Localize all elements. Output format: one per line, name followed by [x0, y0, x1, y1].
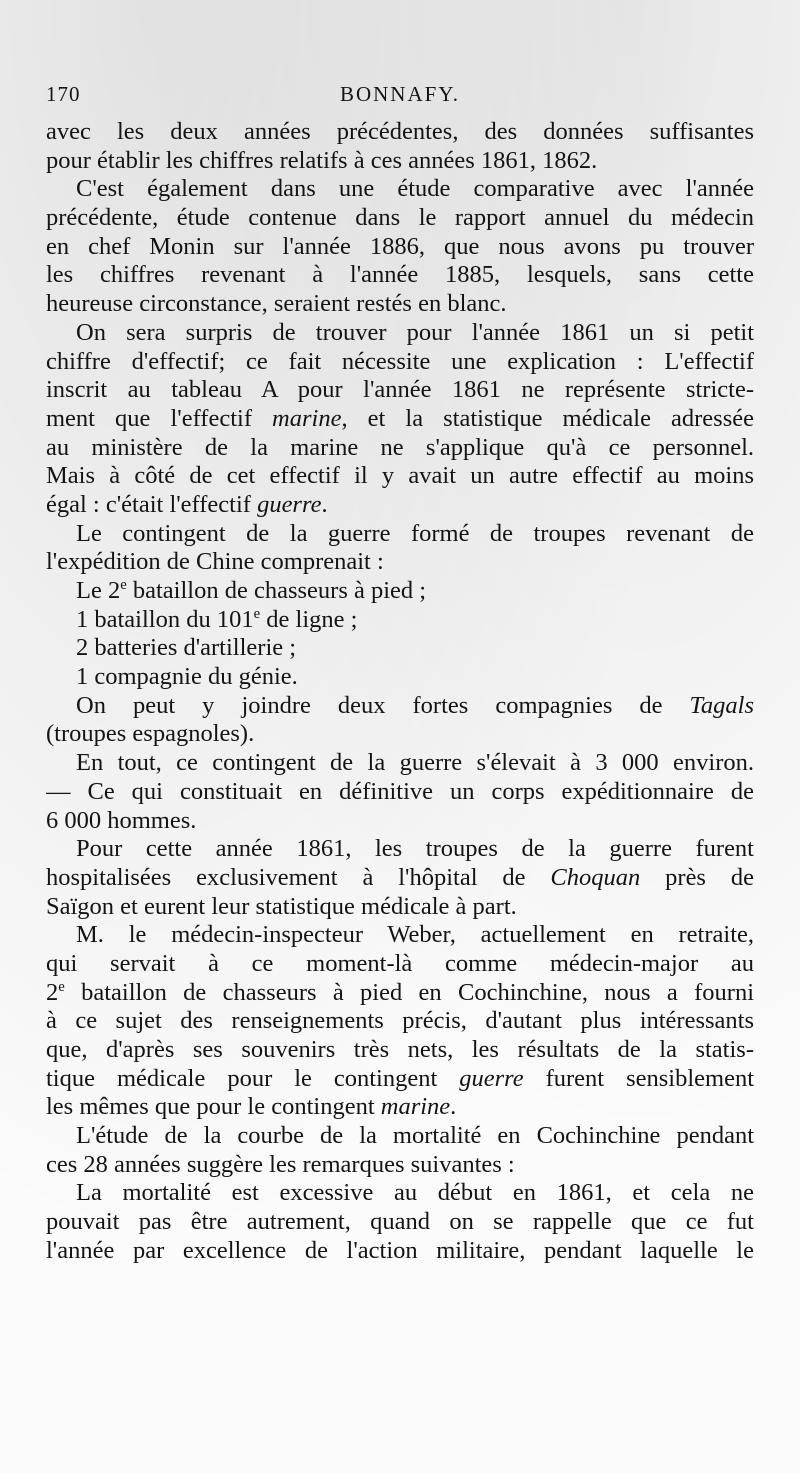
text-line: que, d'après ses souvenirs très nets, les résultats de la statis- [46, 1036, 754, 1063]
text-line: pouvait pas être autrement, quand on se rappelle que ce fut [46, 1208, 754, 1236]
page-number: 170 [46, 82, 81, 106]
text-line: l'expédition de Chine comprenait : [46, 548, 384, 576]
text-line: ment que l'effectif marine, et la statistique médicale adressée [46, 404, 754, 432]
text-line: Le contingent de la guerre formé de troupes revenant de [76, 519, 754, 547]
text-line: En tout, ce contingent de la guerre s'élevait à 3 000 environ. [76, 749, 754, 777]
text-line: ces 28 années suggère les remarques suivantes : [46, 1150, 515, 1178]
text-line: Saïgon et eurent leur statistique médicale à part. [46, 892, 517, 920]
superscript: e [58, 978, 65, 995]
text-line: les mêmes que pour le contingent marine. [46, 1093, 457, 1121]
text-line: C'est également dans une étude comparative avec l'année [76, 175, 754, 203]
italic-term: guerre [257, 490, 322, 518]
text-line: tique médicale pour le contingent guerre furent sensiblement [46, 1064, 754, 1092]
italic-term: guerre [459, 1064, 524, 1092]
text-line: chiffre d'effectif; ce fait nécessite une explication : L'effectif [46, 347, 754, 375]
text-line: 6 000 hommes. [46, 806, 197, 834]
italic-term: marine [272, 404, 342, 432]
text-line: M. le médecin-inspecteur Weber, actuellement en retraite, [76, 921, 754, 949]
text-line: en chef Monin sur l'année 1886, que nous avons pu trouver [46, 232, 754, 260]
italic-term: Tagals [689, 691, 754, 719]
text-line: 2e bataillon de chasseurs à pied en Cochinchine, nous a fourni [46, 978, 754, 1006]
text-line: Mais à côté de cet effectif il y avait un autre effectif au moins [46, 462, 754, 490]
text-line: à ce sujet des renseignements précis, d'autant plus intéressants [46, 1007, 754, 1035]
text-line: égal : c'était l'effectif guerre. [46, 490, 328, 518]
text-line: 1 bataillon du 101e de ligne ; [76, 605, 358, 633]
superscript: e [120, 577, 127, 593]
text-line: Le 2e bataillon de chasseurs à pied ; [76, 577, 427, 604]
text-line: qui servait à ce moment-là comme médecin-major au [46, 949, 754, 977]
text-line: La mortalité est excessive au début en 1861, et cela ne [76, 1179, 754, 1207]
body-text [46, 118, 754, 1266]
running-head: BONNAFY. [339, 82, 461, 106]
text-line: L'étude de la courbe de la mortalité en Cochinchine pendant [76, 1122, 754, 1150]
text-line: avec les deux années précédentes, des données suffisantes [46, 118, 754, 145]
text-line: On sera surpris de trouver pour l'année 1861 un si petit [76, 318, 754, 346]
italic-term: marine [380, 1093, 451, 1121]
text-line: précédente, étude contenue dans le rapport annuel du médecin [46, 204, 754, 232]
text-line: — Ce qui constituait en définitive un corps expéditionnaire de [46, 777, 754, 805]
text-line: les chiffres revenant à l'année 1885, lesquels, sans cette [46, 261, 754, 289]
text-line: 2 batteries d'artillerie ; [76, 634, 297, 662]
superscript: e [253, 605, 261, 622]
text-line: 1 compagnie du génie. [76, 663, 298, 691]
text-line: (troupes espagnoles). [46, 720, 255, 748]
italic-term: Choquan [550, 863, 641, 891]
page-header [46, 82, 754, 112]
text-line: l'année par excellence de l'action militaire, pendant laquelle le [46, 1236, 754, 1264]
text-line: Pour cette année 1861, les troupes de la guerre furent [76, 835, 754, 863]
text-line: pour établir les chiffres relatifs à ces années 1861, 1862. [46, 146, 598, 174]
text-line: On peut y joindre deux fortes compagnies de Tagals [76, 691, 754, 719]
text-line: heureuse circonstance, seraient restés en blanc. [46, 290, 507, 318]
text-line: au ministère de la marine ne s'applique qu'à ce personnel. [46, 433, 754, 461]
text-line: hospitalisées exclusivement à l'hôpital de Choquan près de [46, 863, 754, 891]
text-line: inscrit au tableau A pour l'année 1861 ne représente stricte- [46, 376, 754, 404]
